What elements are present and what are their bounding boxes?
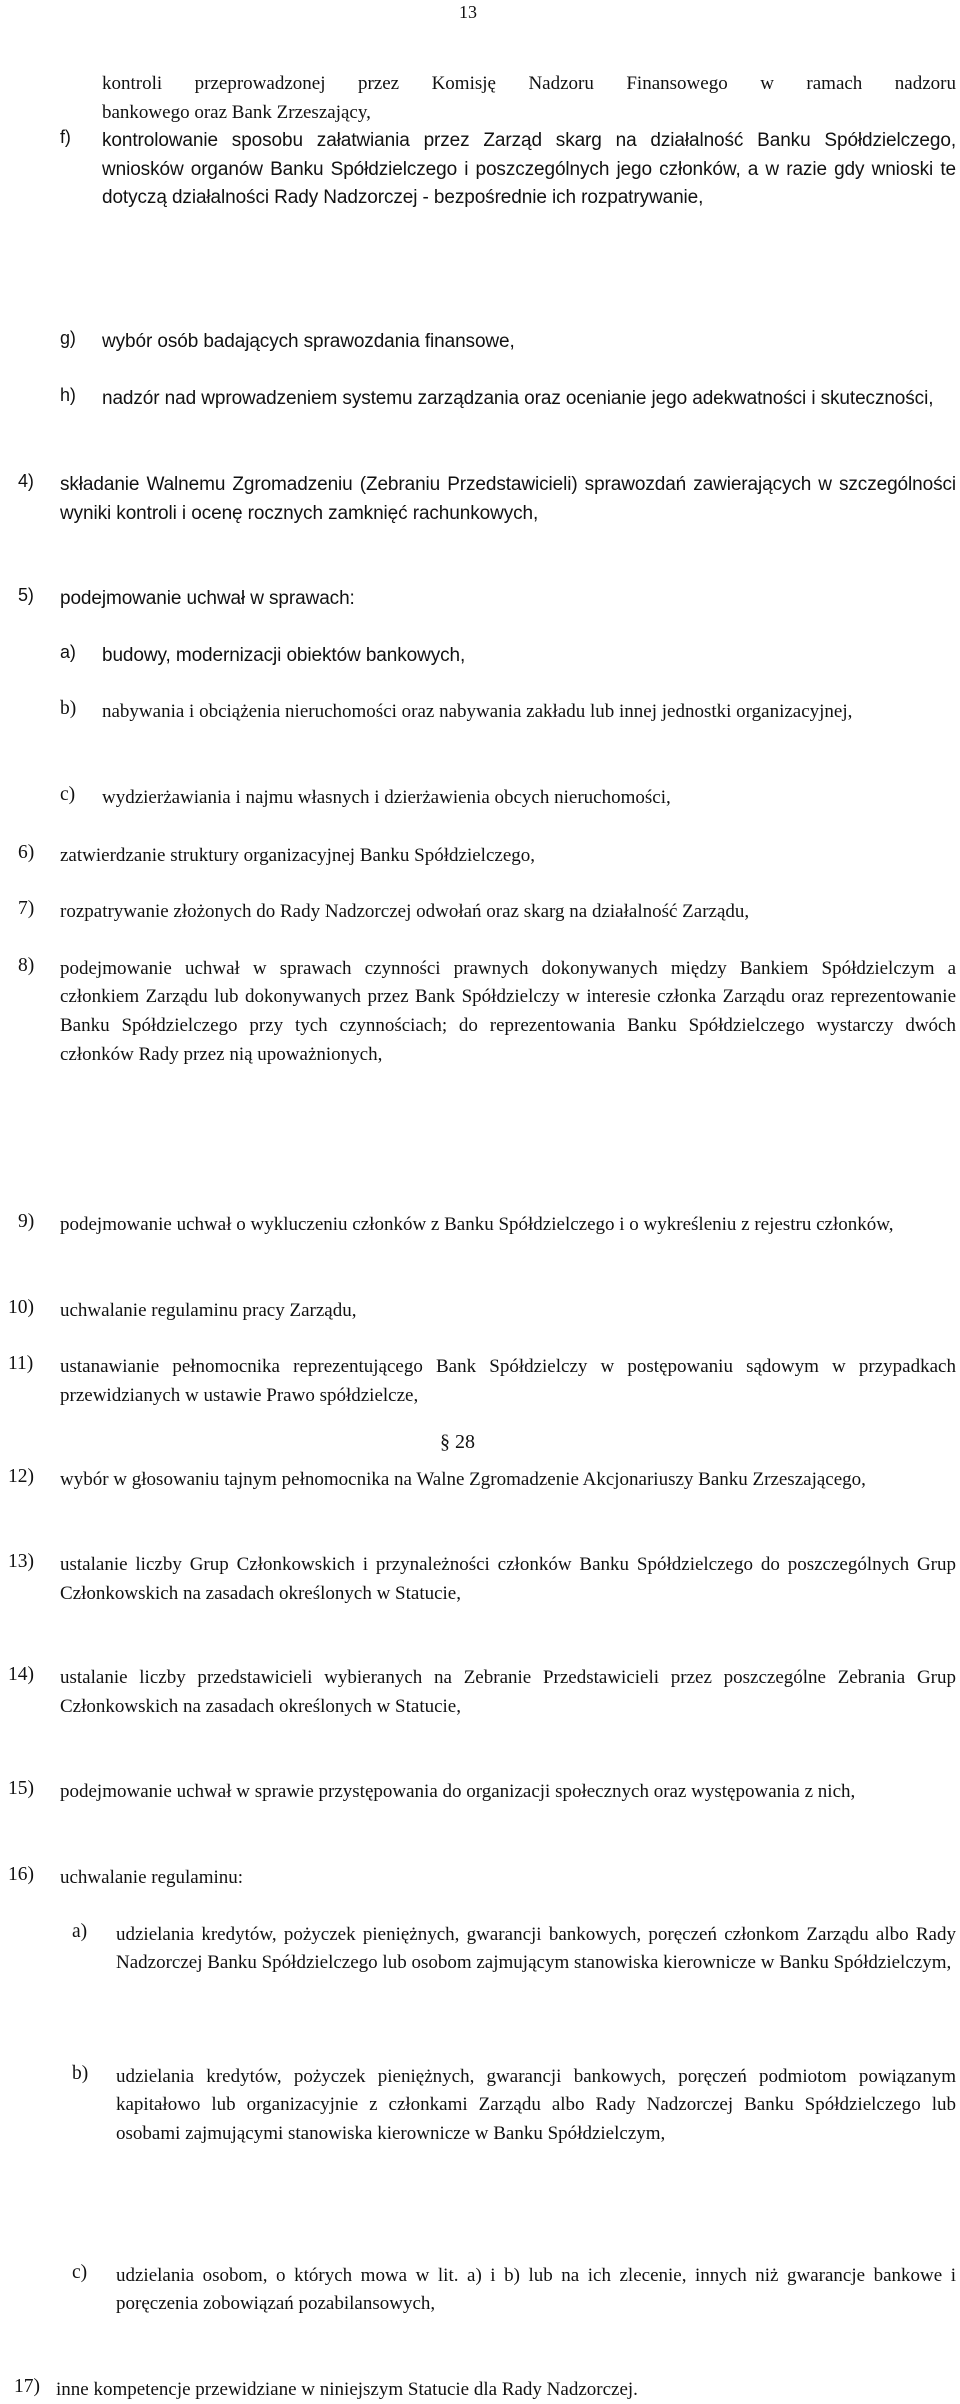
list-text: nadzór nad wprowadzeniem systemu zarządzania oraz ocenianie jego adekwatności i skuteczności, (102, 388, 934, 410)
list-label: 6) (18, 841, 35, 863)
list-item-11 (8, 1353, 956, 1410)
list-item-10 (8, 1297, 956, 1326)
list-text: uchwalanie regulaminu pracy Zarządu, (60, 1299, 357, 1321)
list-item-5 (18, 585, 956, 614)
list-label: c) (60, 783, 76, 805)
list-text: wybór osób badających sprawozdania finansowe, (102, 330, 515, 352)
list-text: ustanawianie pełnomocnika reprezentującego Bank Spółdzielczy w postępowaniu sądowym w przypadkach przewidzianych w ustawie Prawo spółdzielcze, (60, 1356, 956, 1406)
list-text: ustalanie liczby przedstawicieli wybieranych na Zebranie Przedstawicieli przez poszczególne Zebrania Grup Członkowskich na zasadach określonych w Statucie, (60, 1667, 956, 1717)
list-label: 4) (18, 470, 34, 491)
section-heading: § 28 (440, 1431, 475, 1453)
list-label: 13) (8, 1551, 34, 1573)
list-item-15 (8, 1778, 956, 1807)
list-text: uchwalanie regulaminu: (60, 1867, 244, 1889)
list-label: c) (72, 2261, 88, 2283)
list-item-4 (18, 471, 956, 528)
list-label: 15) (8, 1778, 34, 1800)
list-text: ustalanie liczby Grup Członkowskich i przynależności członków Banku Spółdzielczego do poszczególnych Grup Członkowskich na zasadach określonych w Statucie, (60, 1554, 956, 1604)
list-item-g (60, 328, 956, 357)
list-label: 7) (18, 898, 35, 920)
list-label: a) (72, 1920, 88, 1942)
list-label: 5) (18, 585, 34, 606)
list-text: rozpatrywanie złożonych do Rady Nadzorczej odwołań oraz skarg na działalność Zarządu, (60, 901, 750, 923)
list-item-13 (8, 1551, 956, 1608)
list-text: budowy, modernizacji obiektów bankowych, (102, 644, 466, 666)
list-label: 8) (18, 954, 35, 976)
list-item-16 (8, 1864, 956, 1893)
list-item-8 (18, 955, 956, 1069)
intro-line: bankowego oraz Bank Zrzeszający, (102, 101, 371, 123)
list-text: inne kompetencje przewidziane w niniejszym Statucie dla Rady Nadzorczej. (56, 2378, 638, 2400)
list-text: podejmowanie uchwał o wykluczeniu członków z Banku Spółdzielczego i o wykreśleniu z rejestru członków, (60, 1214, 894, 1236)
list-label: 11) (8, 1353, 34, 1375)
list-item-9 (18, 1211, 956, 1240)
intro-paragraph (102, 70, 956, 127)
list-item-14 (8, 1664, 956, 1721)
list-item-6 (18, 842, 956, 871)
intro-line: kontroli przeprowadzonej przez Komisję Nadzoru Finansowego w ramach nadzoru (102, 73, 956, 94)
page-number: 13 (459, 2, 477, 22)
list-item-17 (14, 2376, 956, 2404)
list-text: wydzierżawiania i najmu własnych i dzierżawienia obcych nieruchomości, (102, 786, 671, 808)
list-text: kontrolowanie sposobu załatwiania przez Zarząd skarg na działalność Banku Spółdzielczego, wniosków organów Banku Spółdzielczego i poszczególnych jego członków, a w razie gdy wnioski te dotyczą działalności Rady Nadzorczej - bezpośrednie ich rozpatrywanie, (102, 130, 956, 209)
list-label: h) (60, 385, 76, 406)
list-text: udzielania kredytów, pożyczek pieniężnych, gwarancji bankowych, poręczeń podmiotom powiązanym kapitałowo lub organizacyjnie z członkami Zarządu albo Rady Nadzorczej Banku Spółdzielczego lub osobami zajmującymi stanowiska kierownicze w Banku Spółdzielczym, (116, 2065, 956, 2144)
list-text: podejmowanie uchwał w sprawach: (60, 588, 355, 610)
list-item-16b (72, 2063, 956, 2149)
list-text: udzielania kredytów, pożyczek pieniężnych, gwarancji bankowych, poręczeń członkom Zarządu albo Rady Nadzorczej Banku Spółdzielczego lub osobom zajmującym stanowiska kierownicze w Banku Spółdzielczym, (116, 1923, 956, 1974)
list-item-f (60, 127, 956, 213)
list-text: podejmowanie uchwał w sprawie przystępowania do organizacji społecznych oraz występowania z nich, (60, 1781, 856, 1803)
list-item-h (60, 385, 956, 414)
list-text: wybór w głosowaniu tajnym pełnomocnika na Walne Zgromadzenie Akcjonariuszy Banku Zrzeszającego, (60, 1469, 866, 1491)
list-label: 14) (8, 1664, 34, 1686)
list-label: 9) (18, 1211, 35, 1233)
list-text: składanie Walnemu Zgromadzeniu (Zebraniu Przedstawicieli) sprawozdań zawierających w szczególności wyniki kontroli i ocenę rocznych zamknięć rachunkowych, (60, 473, 956, 524)
list-label: f) (60, 127, 71, 147)
list-label: b) (60, 698, 77, 720)
list-item-7 (18, 898, 956, 927)
list-item-16c (72, 2262, 956, 2319)
list-label: 17) (14, 2375, 40, 2397)
list-text: udzielania osobom, o których mowa w lit. a) i b) lub na ich zlecenie, innych niż gwarancje bankowe i poręczenia zobowiązań pozabilansowych, (116, 2264, 956, 2315)
list-label: b) (72, 2062, 89, 2084)
list-item-5a (60, 642, 956, 671)
list-item-12 (8, 1466, 956, 1495)
list-item-5b (60, 698, 956, 727)
list-label: g) (60, 327, 76, 348)
list-text: nabywania i obciążenia nieruchomości oraz nabywania zakładu lub innej jednostki organizacyjnej, (102, 701, 853, 723)
list-text: zatwierdzanie struktury organizacyjnej Banku Spółdzielczego, (60, 844, 535, 866)
list-item-16a (72, 1921, 956, 1978)
list-item-5c (60, 784, 956, 813)
list-label: 16) (8, 1864, 34, 1886)
list-label: 12) (8, 1466, 34, 1488)
list-label: a) (60, 641, 76, 662)
list-text: podejmowanie uchwał w sprawach czynności prawnych dokonywanych między Bankiem Spółdzielczym a członkiem Zarządu lub dokonywanych przez Bank Spółdzielczy w interesie członka Zarządu oraz reprezentowanie Banku Spółdzielczego przy tych czynnościach; do reprezentowania Banku Spółdzielczego wystarczy dwóch członków Rady przez nią upoważnionych, (60, 957, 956, 1065)
list-label: 10) (8, 1296, 34, 1318)
